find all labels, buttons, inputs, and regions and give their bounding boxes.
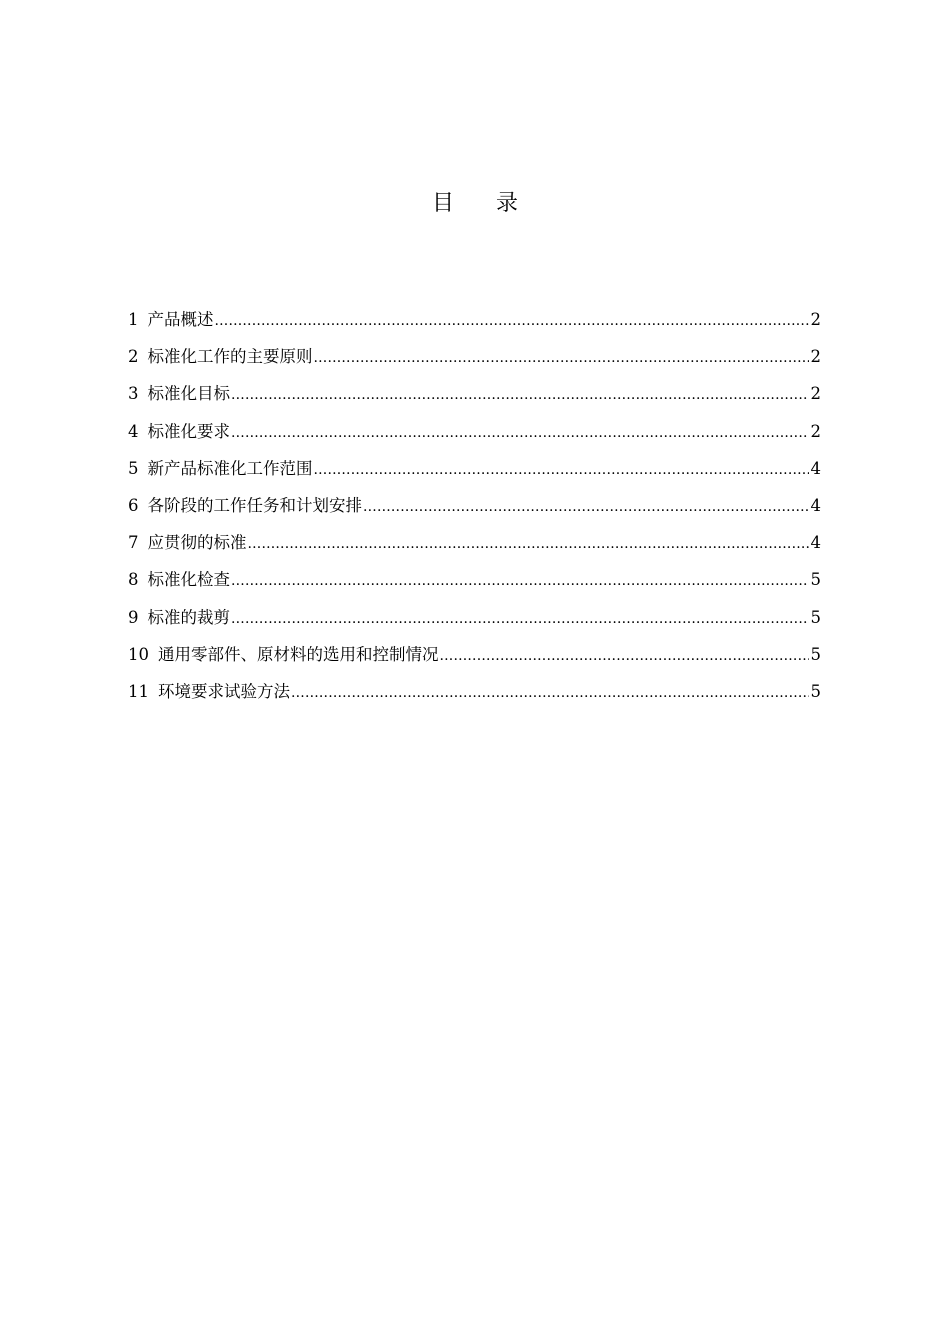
toc-entry-title[interactable]: 产品概述 xyxy=(147,310,214,329)
toc-entry-title[interactable]: 标准化工作的主要原则 xyxy=(147,347,313,367)
toc-entry-title[interactable]: 应贯彻的标准 xyxy=(147,533,247,553)
toc-entry-page: 5 xyxy=(810,644,821,664)
toc-dot-leader xyxy=(314,458,809,482)
toc-dot-leader xyxy=(231,607,809,631)
toc-entry-number: 8 xyxy=(128,570,139,590)
toc-entry-number: 7 xyxy=(128,533,139,553)
toc-entry-number: 2 xyxy=(128,347,139,367)
toc-entry-9[interactable] xyxy=(128,606,821,643)
title-char-2: 录 xyxy=(496,191,519,216)
toc-entry-page: 5 xyxy=(810,570,821,590)
toc-entry-title[interactable]: 新产品标准化工作范围 xyxy=(147,458,313,478)
toc-dot-leader xyxy=(231,421,809,445)
toc-entry-11[interactable] xyxy=(128,680,821,717)
toc-entry-number: 6 xyxy=(128,495,139,515)
toc-entry-6[interactable] xyxy=(128,494,821,531)
toc-entry-2[interactable] xyxy=(128,345,821,382)
toc-entry-page: 5 xyxy=(810,607,821,627)
toc-entry-8[interactable] xyxy=(128,568,821,605)
toc-entry-page: 4 xyxy=(810,495,821,515)
table-of-contents xyxy=(128,308,821,717)
toc-entry-number: 4 xyxy=(128,421,139,441)
toc-entry-title[interactable]: 通用零部件、原材料的选用和控制情况 xyxy=(158,644,439,664)
toc-entry-number: 3 xyxy=(128,384,139,404)
toc-entry-page: 2 xyxy=(810,384,821,404)
toc-dot-leader xyxy=(314,346,809,370)
toc-entry-page: 2 xyxy=(810,421,821,441)
toc-entry-7[interactable] xyxy=(128,531,821,568)
toc-dot-leader xyxy=(291,681,809,705)
toc-entry-number: 11 xyxy=(128,681,149,701)
page-title xyxy=(0,188,950,220)
toc-dot-leader xyxy=(231,569,809,593)
toc-entry-title[interactable]: 环境要求试验方法 xyxy=(158,681,290,701)
toc-entry-4[interactable] xyxy=(128,420,821,457)
toc-entry-5[interactable] xyxy=(128,457,821,494)
toc-entry-number: 1 xyxy=(128,310,139,329)
toc-dot-leader xyxy=(440,644,809,668)
toc-entry-title[interactable]: 各阶段的工作任务和计划安排 xyxy=(147,495,362,515)
toc-entry-page: 5 xyxy=(810,681,821,701)
toc-entry-title[interactable]: 标准化目标 xyxy=(147,384,230,404)
toc-entry-1[interactable] xyxy=(128,308,821,345)
toc-dot-leader xyxy=(231,383,809,407)
toc-entry-page: 4 xyxy=(810,458,821,478)
toc-entry-number: 10 xyxy=(128,644,149,664)
toc-entry-10[interactable] xyxy=(128,643,821,680)
toc-entry-number: 5 xyxy=(128,458,139,478)
toc-entry-title[interactable]: 标准化检查 xyxy=(147,570,230,590)
toc-dot-leader xyxy=(215,309,809,333)
toc-entry-number: 9 xyxy=(128,607,139,627)
toc-dot-leader xyxy=(363,495,809,519)
toc-entry-3[interactable] xyxy=(128,382,821,419)
toc-entry-page: 2 xyxy=(810,347,821,367)
toc-entry-title[interactable]: 标准化要求 xyxy=(147,421,230,441)
toc-entry-title[interactable]: 标准的裁剪 xyxy=(147,607,230,627)
title-char-1: 目 xyxy=(431,191,454,216)
toc-entry-page: 4 xyxy=(810,533,821,553)
toc-entry-page: 2 xyxy=(810,310,821,329)
toc-dot-leader xyxy=(248,532,809,556)
